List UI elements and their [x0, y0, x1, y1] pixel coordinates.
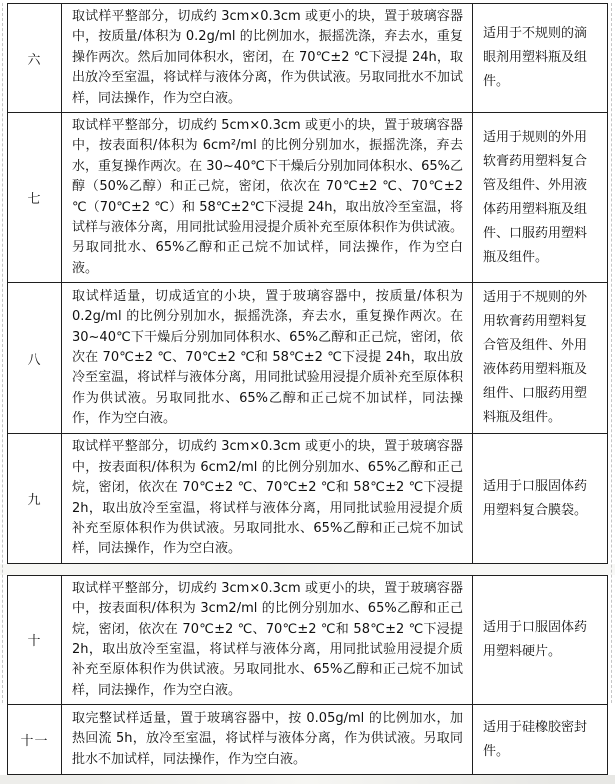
scan-seam-gap — [0, 564, 615, 575]
method-description: 取试样平整部分，切成约 3cm×0.3cm 或更小的块，置于玻璃容器中，按表面积/体积为 3cm2/ml 的比例分别加水、65%乙醇和正己烷，密闭，依次在 70℃±2 ℃、70℃±2 ℃和 58℃±2 ℃下浸提 2h，取出放冷至室温，将试样与液体分离，用同批试验用浸提介质补充至原体积作为供试液。另取同批水、65%乙醇和正己烷不加试样，同法操作，作为空白液。 — [62, 575, 473, 704]
row-number: 十一 — [8, 705, 62, 775]
applicability-note: 适用于规则的外用软膏药用塑料复合管及组件、外用液体药用塑料瓶及组件、口服药用塑料瓶及组件。 — [473, 113, 608, 283]
applicability-note: 适用于不规则的外用软膏药用塑料复合管及组件、外用液体药用塑料瓶及组件、口服药用塑料瓶及组件。 — [473, 283, 608, 434]
table-row — [8, 4, 608, 113]
table-row — [8, 113, 608, 283]
method-description: 取试样适量，切成适宜的小块，置于玻璃容器中，按质量/体积为 0.2g/ml 的比例分别加水，振摇洗涤，弃去水，重复操作两次。在 30~40℃下干燥后分别加同体积水、65%乙醇和正己烷，密闭，依次在 70℃±2 ℃、70℃±2 ℃和 58℃±2 ℃下浸提 24h，取出放冷至室温，将试样与液体分离，用同批试验用浸提介质补充至原体积作为供试液。另取同批水、65%乙醇和正己烷不加试样，同法操作，作为空白液。 — [62, 283, 473, 434]
applicability-note: 适用于口服固体药用塑料硬片。 — [473, 575, 608, 704]
method-description: 取试样平整部分，切成约 3cm×0.3cm 或更小的块，置于玻璃容器中，按表面积/体积为 6cm2/ml 的比例分别加水、65%乙醇和正己烷，密闭，依次在 70℃±2 ℃、70℃±2 ℃和 58℃±2 ℃下浸提 2h，取出放冷至室温，将试样与液体分离，用同批试验用浸提介质补充至原体积作为供试液。另取同批水、65%乙醇和正己烷不加试样，同法操作，作为空白液。 — [62, 434, 473, 563]
table-row — [8, 575, 608, 704]
method-table-lower — [7, 575, 608, 775]
method-table-upper — [7, 3, 608, 564]
page-edge-dashed-left — [2, 3, 3, 703]
applicability-note: 适用于口服固体药用塑料复合膜袋。 — [473, 434, 608, 563]
applicability-note: 适用于硅橡胶密封件。 — [473, 705, 608, 775]
page-edge-dashed-right — [611, 3, 612, 703]
row-number: 八 — [8, 283, 62, 434]
table-row — [8, 705, 608, 775]
row-number: 九 — [8, 434, 62, 563]
row-number: 十 — [8, 575, 62, 704]
method-description: 取试样平整部分，切成约 5cm×0.3cm 或更小的块，置于玻璃容器中，按表面积/体积为 6cm²/ml 的比例分别加水，振摇洗涤，弃去水，重复操作两次。在 30~40℃下干燥后分别加同体积水、65%乙醇（50%乙醇）和正己烷，密闭，依次在 70℃±2 ℃、70℃±2 ℃（70℃±2 ℃）和 58℃±2℃下浸提 24h，取出放冷至室温，将试样与液体分离，用同批试验用浸提介质补充至原体积作为供试液。另取同批水、65%乙醇和正己烷不加试样，同法操作，作为空白液。 — [62, 113, 473, 283]
row-number: 六 — [8, 4, 62, 113]
scan-bottom-strip — [0, 775, 615, 784]
method-description: 取完整试样适量，置于玻璃容器中，按 0.05g/ml 的比例加水，加热回流 5h，放冷至室温，将试样与液体分离，作为供试液。另取同批水不加试样，同法操作，作为空白液。 — [62, 705, 473, 775]
scanned-document-page — [0, 3, 615, 767]
method-description: 取试样平整部分，切成约 3cm×0.3cm 或更小的块，置于玻璃容器中，按质量/体积为 0.2g/ml 的比例加水，振摇洗涤，弃去水，重复操作两次。然后加同体积水，密闭，在 70℃±2 ℃下浸提 24h，取出放冷至室温，将试样与液体分离，作为供试液。另取同批水不加试样，同法操作，作为空白液。 — [62, 4, 473, 113]
applicability-note: 适用于不规则的滴眼剂用塑料瓶及组件。 — [473, 4, 608, 113]
table-row — [8, 434, 608, 563]
row-number: 七 — [8, 113, 62, 283]
table-row — [8, 283, 608, 434]
